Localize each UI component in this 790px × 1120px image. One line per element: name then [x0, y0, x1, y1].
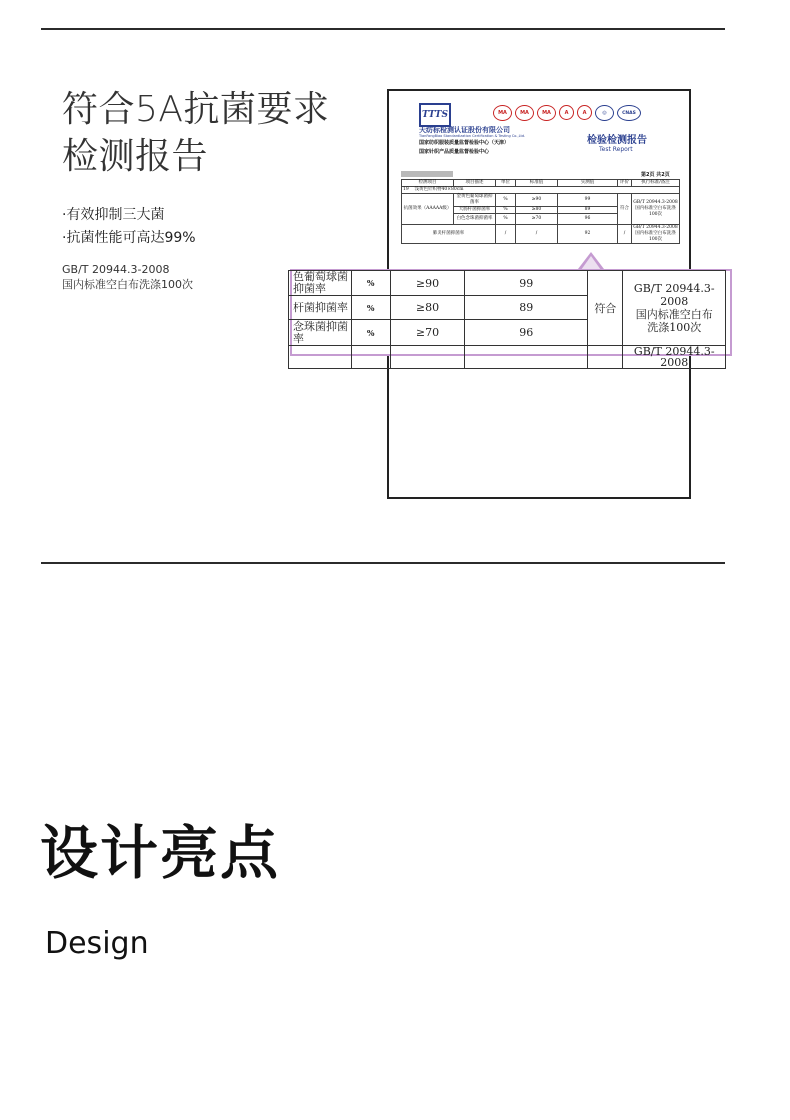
ilac-mark-icon: ◎	[595, 105, 614, 121]
section-title	[62, 86, 330, 180]
zoom-standard-wash: 洗涤100次	[647, 321, 702, 334]
zoomed-results-callout	[290, 269, 732, 369]
report-title: 检验检测报告	[587, 135, 647, 146]
bullet-item: ·有效抑制三大菌	[62, 207, 165, 223]
table-row: 色葡萄球菌抑菌率 % ≥90 99 符合 GB/T 20944.3-2008 国内标准空白布 洗涤100次	[289, 271, 726, 296]
table-row: 抗菌效果（AAAAA级） 金黄色葡萄球菌抑菌率 % ≥90 99 符合 GB/T 20944.3-2008 国内标准空白布洗涤100次	[402, 194, 680, 207]
org-line3: 国家针织产品质量监督检验中心	[419, 149, 490, 155]
org-name-en: TianFangBiao Standardization Certification & Testing Co.,Ltd.	[419, 134, 526, 138]
table-row: 念珠菌抑菌率 % ≥70 96	[289, 320, 726, 346]
cma-mark-icon: MA	[515, 105, 534, 121]
section-title-line1: 符合5A抗菌要求	[62, 89, 330, 130]
design-highlights-heading: 设计亮点	[40, 819, 281, 887]
table-header-row: 检测项目 项目描述 单位 标准值 实测值 评价 执行标准/备注	[402, 180, 680, 187]
callout-pointer-fill	[581, 256, 601, 270]
cal-mark-icon: A	[577, 105, 592, 120]
table-row: GB/T 20944.3-2008	[289, 346, 726, 369]
top-divider	[41, 28, 725, 30]
org-name: 天纺标检测认证股份有限公司	[419, 125, 510, 134]
report-header	[419, 103, 659, 153]
report-page-number: 第2页 共2页	[641, 172, 670, 178]
cal-mark-icon: A	[559, 105, 574, 120]
table-row: 大肠杆菌抑菌率 % ≥80 89	[402, 207, 680, 214]
table-row: 杆菌抑菌率 % ≥80 89	[289, 296, 726, 320]
cma-mark-icon: MA	[493, 105, 512, 121]
table-row: 19 浅黄色针织物40×80cm	[402, 187, 680, 194]
cnas-mark-icon: CNAS	[617, 105, 641, 121]
standard-note	[62, 262, 193, 292]
zoom-standard-desc: 国内标准空白布	[635, 308, 713, 321]
report-results-table	[401, 179, 680, 244]
bullet-item: ·抗菌性能可高达99%	[62, 230, 196, 246]
zoomed-results-table	[288, 270, 726, 369]
cma-mark-icon: MA	[537, 105, 556, 121]
certification-marks	[493, 105, 641, 121]
mid-divider	[41, 562, 725, 564]
design-subheading: Design	[45, 926, 149, 961]
standard-desc: 国内标准空白布洗涤100次	[62, 278, 193, 291]
org-line2: 国家纺织服装质量监督检验中心（天津）	[419, 140, 510, 146]
feature-bullets	[62, 204, 196, 250]
redacted-report-number	[401, 171, 453, 177]
tts-logo: TTTS	[419, 103, 451, 127]
zoom-standard-code: GB/T 20944.3-2008	[633, 282, 715, 308]
table-row: 肺炎杆菌抑菌率 / / 92 / GB/T 20944.3-2008 国内标准空白布洗涤100次	[402, 225, 680, 244]
table-row: 白色念珠菌抑菌率 % ≥70 96	[402, 214, 680, 225]
section-title-line2: 检测报告	[62, 136, 209, 177]
report-title-en: Test Report	[599, 146, 633, 153]
standard-code: GB/T 20944.3-2008	[62, 263, 170, 276]
